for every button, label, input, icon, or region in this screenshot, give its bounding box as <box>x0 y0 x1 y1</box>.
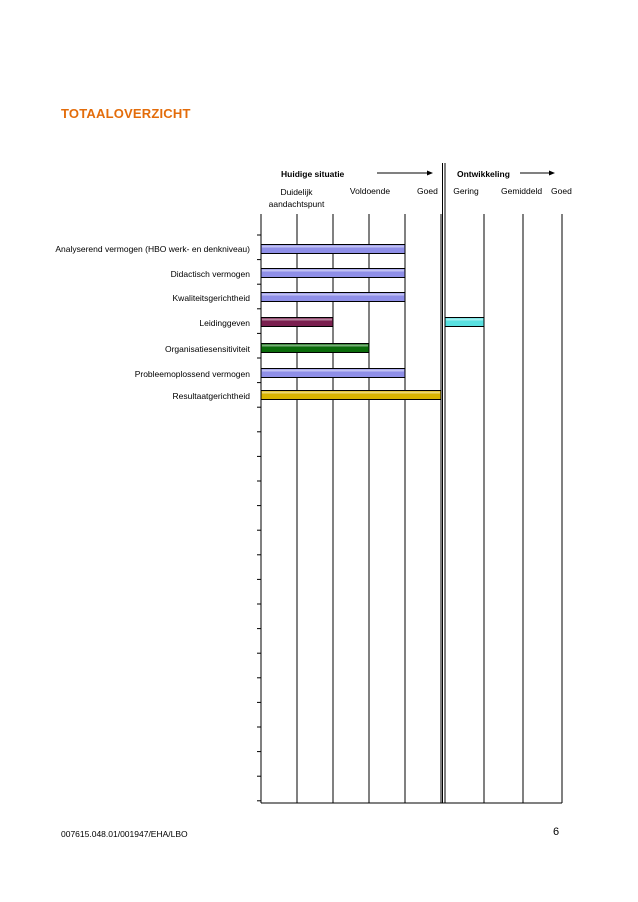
header-current-situation: Huidige situatie <box>281 169 345 179</box>
level-label-voldoende: Voldoende <box>349 186 391 196</box>
level-label-duidelijk-aandachtspunt: Duidelijk aandachtspunt <box>268 187 325 209</box>
category-label: Probleemoplossend vermogen <box>134 369 250 379</box>
bar-highlight <box>262 345 368 347</box>
header-development: Ontwikkeling <box>457 169 510 179</box>
page-number: 6 <box>553 826 560 838</box>
category-label: Organisatiesensitiviteit <box>164 344 250 354</box>
footer-document-code: 007615.048.01/001947/EHA/LBO <box>61 829 188 839</box>
level-label-goed-development: Goed <box>551 186 572 196</box>
category-label: Kwaliteitsgerichtheid <box>172 293 250 303</box>
arrow-current-head <box>427 171 433 176</box>
level-label-goed-current: Goed <box>417 186 438 196</box>
bar-highlight <box>262 294 404 296</box>
category-label: Leidinggeven <box>199 318 250 328</box>
category-label: Analyserend vermogen (HBO werk- en denkniveau) <box>55 244 250 254</box>
category-label: Didactisch vermogen <box>170 269 250 279</box>
category-label: Resultaatgerichtheid <box>172 391 250 401</box>
arrow-development-head <box>549 171 555 176</box>
bar-highlight <box>262 246 404 248</box>
level-label-gering: Gering <box>453 186 479 196</box>
bar-highlight <box>262 392 440 394</box>
level-label-gemiddeld: Gemiddeld <box>501 186 543 196</box>
page-title: TOTAALOVERZICHT <box>61 106 191 121</box>
bar-highlight <box>446 319 483 321</box>
bar-highlight <box>262 270 404 272</box>
bar-highlight <box>262 370 404 372</box>
bar-highlight <box>262 319 332 321</box>
